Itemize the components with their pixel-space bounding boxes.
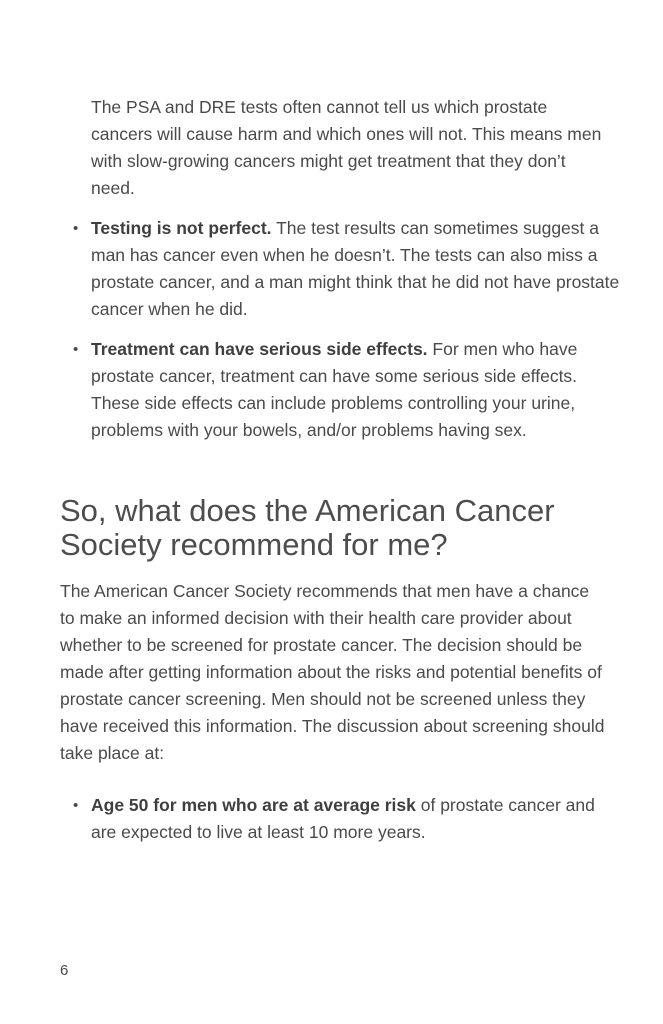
page-number: 6 <box>60 962 69 979</box>
list-item <box>60 792 620 846</box>
list-item <box>60 336 620 444</box>
bullet-heading: Age 50 for men who are at average risk <box>91 795 416 815</box>
bullet-icon: • <box>73 341 79 358</box>
bullet-heading: Testing is not perfect. <box>91 218 272 238</box>
bullet-text: of prostate cancer and are expected to live at least 10 more years. <box>91 795 595 842</box>
bullet-text: The test results can sometimes suggest a man has cancer even when he doesn’t. The tests can also miss a prostate cancer, and a man might think that he did not have prostate cancer when he did. <box>91 218 620 319</box>
section-heading: So, what does the American Cancer Society recommend for me? <box>60 493 555 562</box>
bullet-heading: Treatment can have serious side effects. <box>91 339 428 359</box>
continued-paragraph: The PSA and DRE tests often cannot tell us which prostate cancers will cause harm and which ones will not. This means men with slow-growing cancers might get treatment that they don’t need. <box>91 97 602 198</box>
list-item <box>60 215 620 323</box>
risk-bullet-list <box>60 215 620 457</box>
bullet-icon: • <box>73 220 79 237</box>
bullet-icon: • <box>73 797 79 814</box>
recommendation-bullet-list <box>60 792 620 859</box>
bullet-text: For men who have prostate cancer, treatment can have some serious side effects. These side effects can include problems controlling your urine, problems with your bowels, and/or problems having sex. <box>91 339 578 440</box>
section-paragraph: The American Cancer Society recommends that men have a chance to make an informed decision with their health care provider about whether to be screened for prostate cancer. The decision should be made after getting information about the risks and potential benefits of prostate cancer screening. Men should not be screened unless they have received this information. The discussion about screening should take place at: <box>60 581 605 763</box>
